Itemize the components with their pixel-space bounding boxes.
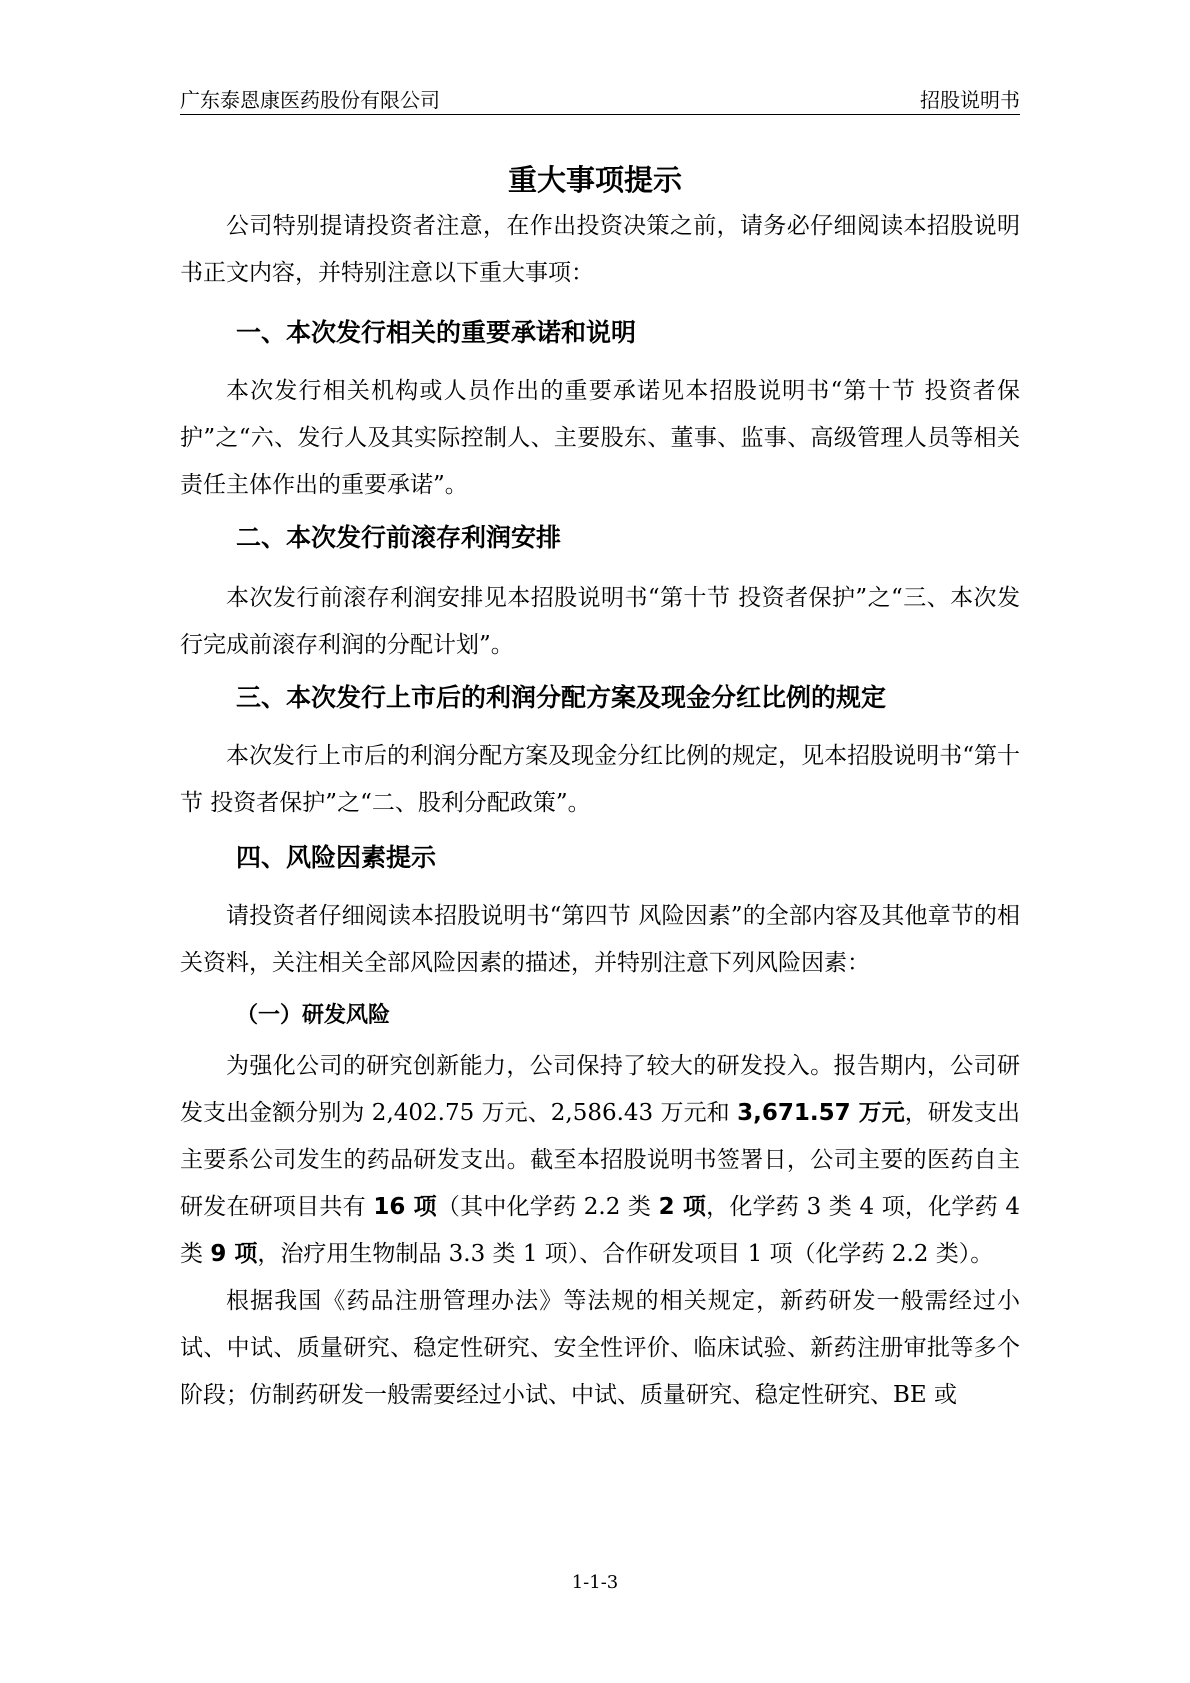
section-3-heading: 三、本次发行上市后的利润分配方案及现金分红比例的规定	[236, 683, 887, 712]
rd-text-3: （其中化学药 2.2 类	[436, 1194, 659, 1220]
section-2-body: 本次发行前滚存利润安排见本招股说明书“第十节 投资者保护”之“三、本次发行完成前滚存利润的分配计划”。	[180, 585, 1020, 658]
rd-risk-paragraph-2: 根据我国《药品注册管理办法》等法规的相关规定，新药研发一般需经过小试、中试、质量研究、稳定性研究、安全性评价、临床试验、新药注册审批等多个阶段；仿制药研发一般需要经过小试、中试、质量研究、稳定性研究、BE 或	[180, 1288, 1020, 1408]
rd-class22-count-bold: 2 项	[658, 1194, 707, 1220]
rd-risk-paragraph-1	[180, 1043, 1020, 1278]
company-name: 广东泰恩康医药股份有限公司	[180, 88, 440, 112]
section-2-heading: 二、本次发行前滚存利润安排	[236, 523, 562, 552]
rd-project-count-bold: 16 项	[373, 1194, 437, 1220]
document-type: 招股说明书	[920, 88, 1020, 112]
rd-class4-count-bold: 9 项	[210, 1241, 258, 1267]
section-1-heading: 一、本次发行相关的重要承诺和说明	[236, 318, 637, 347]
section-4-body: 请投资者仔细阅读本招股说明书“第四节 风险因素”的全部内容及其他章节的相关资料，关注相关全部风险因素的描述，并特别注意下列风险因素：	[180, 903, 1020, 976]
rd-amount-bold: 3,671.57 万元	[737, 1100, 905, 1126]
section-1-body: 本次发行相关机构或人员作出的重要承诺见本招股说明书“第十节 投资者保护”之“六、发行人及其实际控制人、主要股东、董事、监事、高级管理人员等相关责任主体作出的重要承诺”。	[180, 378, 1020, 498]
rd-text-5: ，治疗用生物制品 3.3 类 1 项）、合作研发项目 1 项（化学药 2.2 类）。	[257, 1241, 994, 1267]
section-3-body: 本次发行上市后的利润分配方案及现金分红比例的规定，见本招股说明书“第十节 投资者保护”之“二、股利分配政策”。	[180, 743, 1020, 816]
rd-text-2: ，研发支出主要系公司发生的药品研发支出。截至本招股说明书签署日，公司主要的医药自主研发在研项目共有	[180, 1100, 1020, 1220]
page-number: 1-1-3	[571, 1572, 619, 1593]
section-4-heading: 四、风险因素提示	[236, 843, 437, 872]
rd-text-1: 为强化公司的研究创新能力，公司保持了较大的研发投入。报告期内，公司研发支出金额分别为 2,402.75 万元、2,586.43 万元和	[180, 1053, 1020, 1126]
page-title: 重大事项提示	[507, 163, 682, 197]
intro-paragraph: 公司特别提请投资者注意，在作出投资决策之前，请务必仔细阅读本招股说明书正文内容，并特别注意以下重大事项：	[180, 213, 1020, 286]
subsection-rd-risk-heading: （一）研发风险	[236, 1003, 391, 1028]
page-header	[180, 84, 1020, 115]
rd-text-4: ，化学药 3 类 4 项，化学药 4 类	[180, 1194, 1021, 1267]
